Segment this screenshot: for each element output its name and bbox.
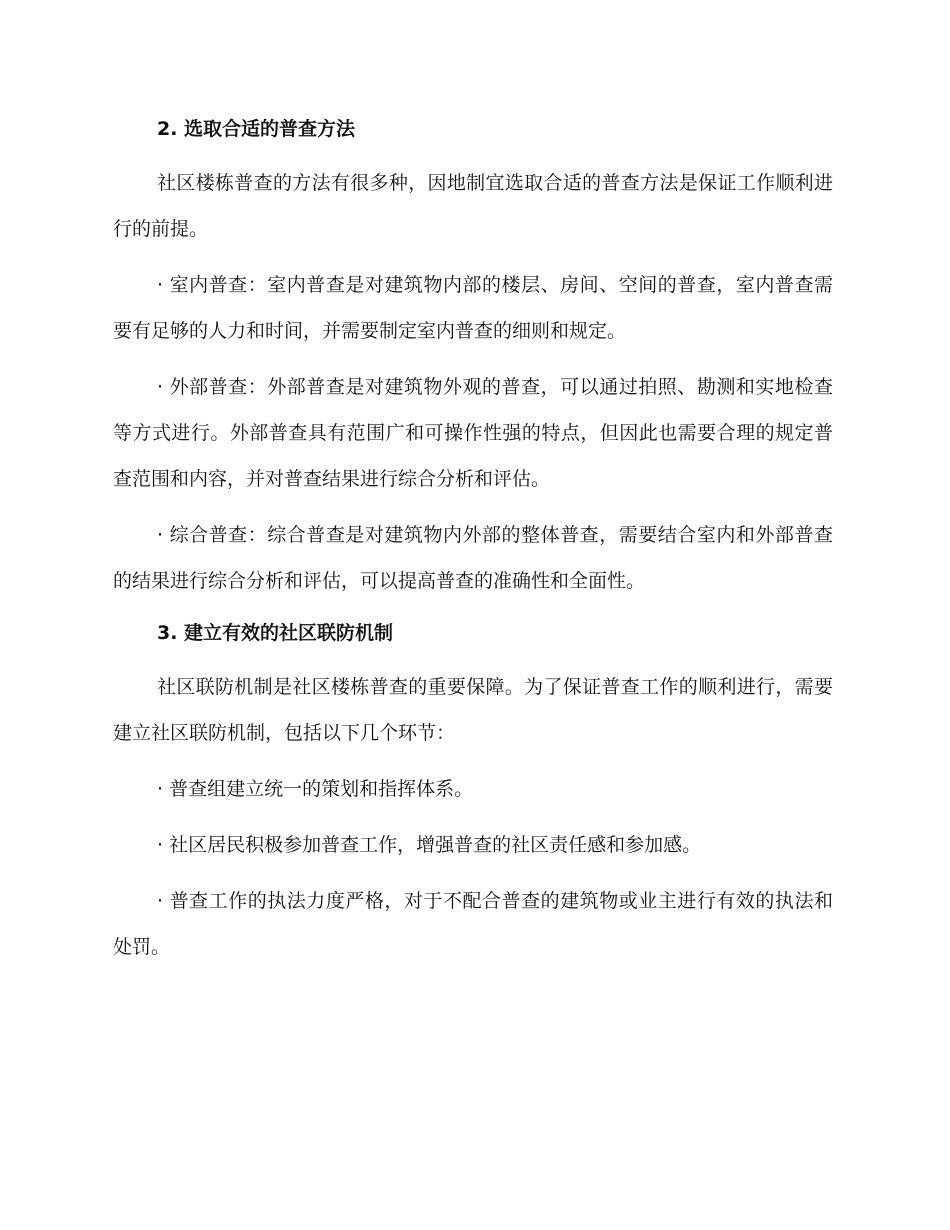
bullet-command-system: · 普查组建立统一的策划和指挥体系。 <box>157 778 474 800</box>
bullet-enforcement: · 普查工作的执法力度严格，对于不配合普查的建筑物或业主进行有效的执法和处罚。 <box>113 890 833 958</box>
section-heading-2: 2. 选取合适的普查方法 <box>157 118 356 140</box>
bullet-indoor-survey: · 室内普查：室内普查是对建筑物内部的楼层、房间、空间的普查，室内普查需要有足够的人力和时间，并需要制定室内普查的细则和规定。 <box>113 274 833 342</box>
bullet-resident-participation: · 社区居民积极参加普查工作，增强普查的社区责任感和参加感。 <box>157 834 702 856</box>
bullet-exterior-survey: · 外部普查：外部普查是对建筑物外观的普查，可以通过拍照、勘测和实地检查等方式进行。外部普查具有范围广和可操作性强的特点，但因此也需要合理的规定普查范围和内容，并对普查结果进行综合分析和评估。 <box>113 376 833 490</box>
bullet-comprehensive-survey: · 综合普查：综合普查是对建筑物内外部的整体普查，需要结合室内和外部普查的结果进行综合分析和评估，可以提高普查的准确性和全面性。 <box>113 524 833 592</box>
section-3-intro: 社区联防机制是社区楼栋普查的重要保障。为了保证普查工作的顺利进行，需要建立社区联防机制，包括以下几个环节： <box>113 676 833 744</box>
section-heading-3: 3. 建立有效的社区联防机制 <box>157 622 394 644</box>
section-2-intro: 社区楼栋普查的方法有很多种，因地制宜选取合适的普查方法是保证工作顺利进行的前提。 <box>113 172 833 240</box>
document-body <box>113 110 833 980</box>
